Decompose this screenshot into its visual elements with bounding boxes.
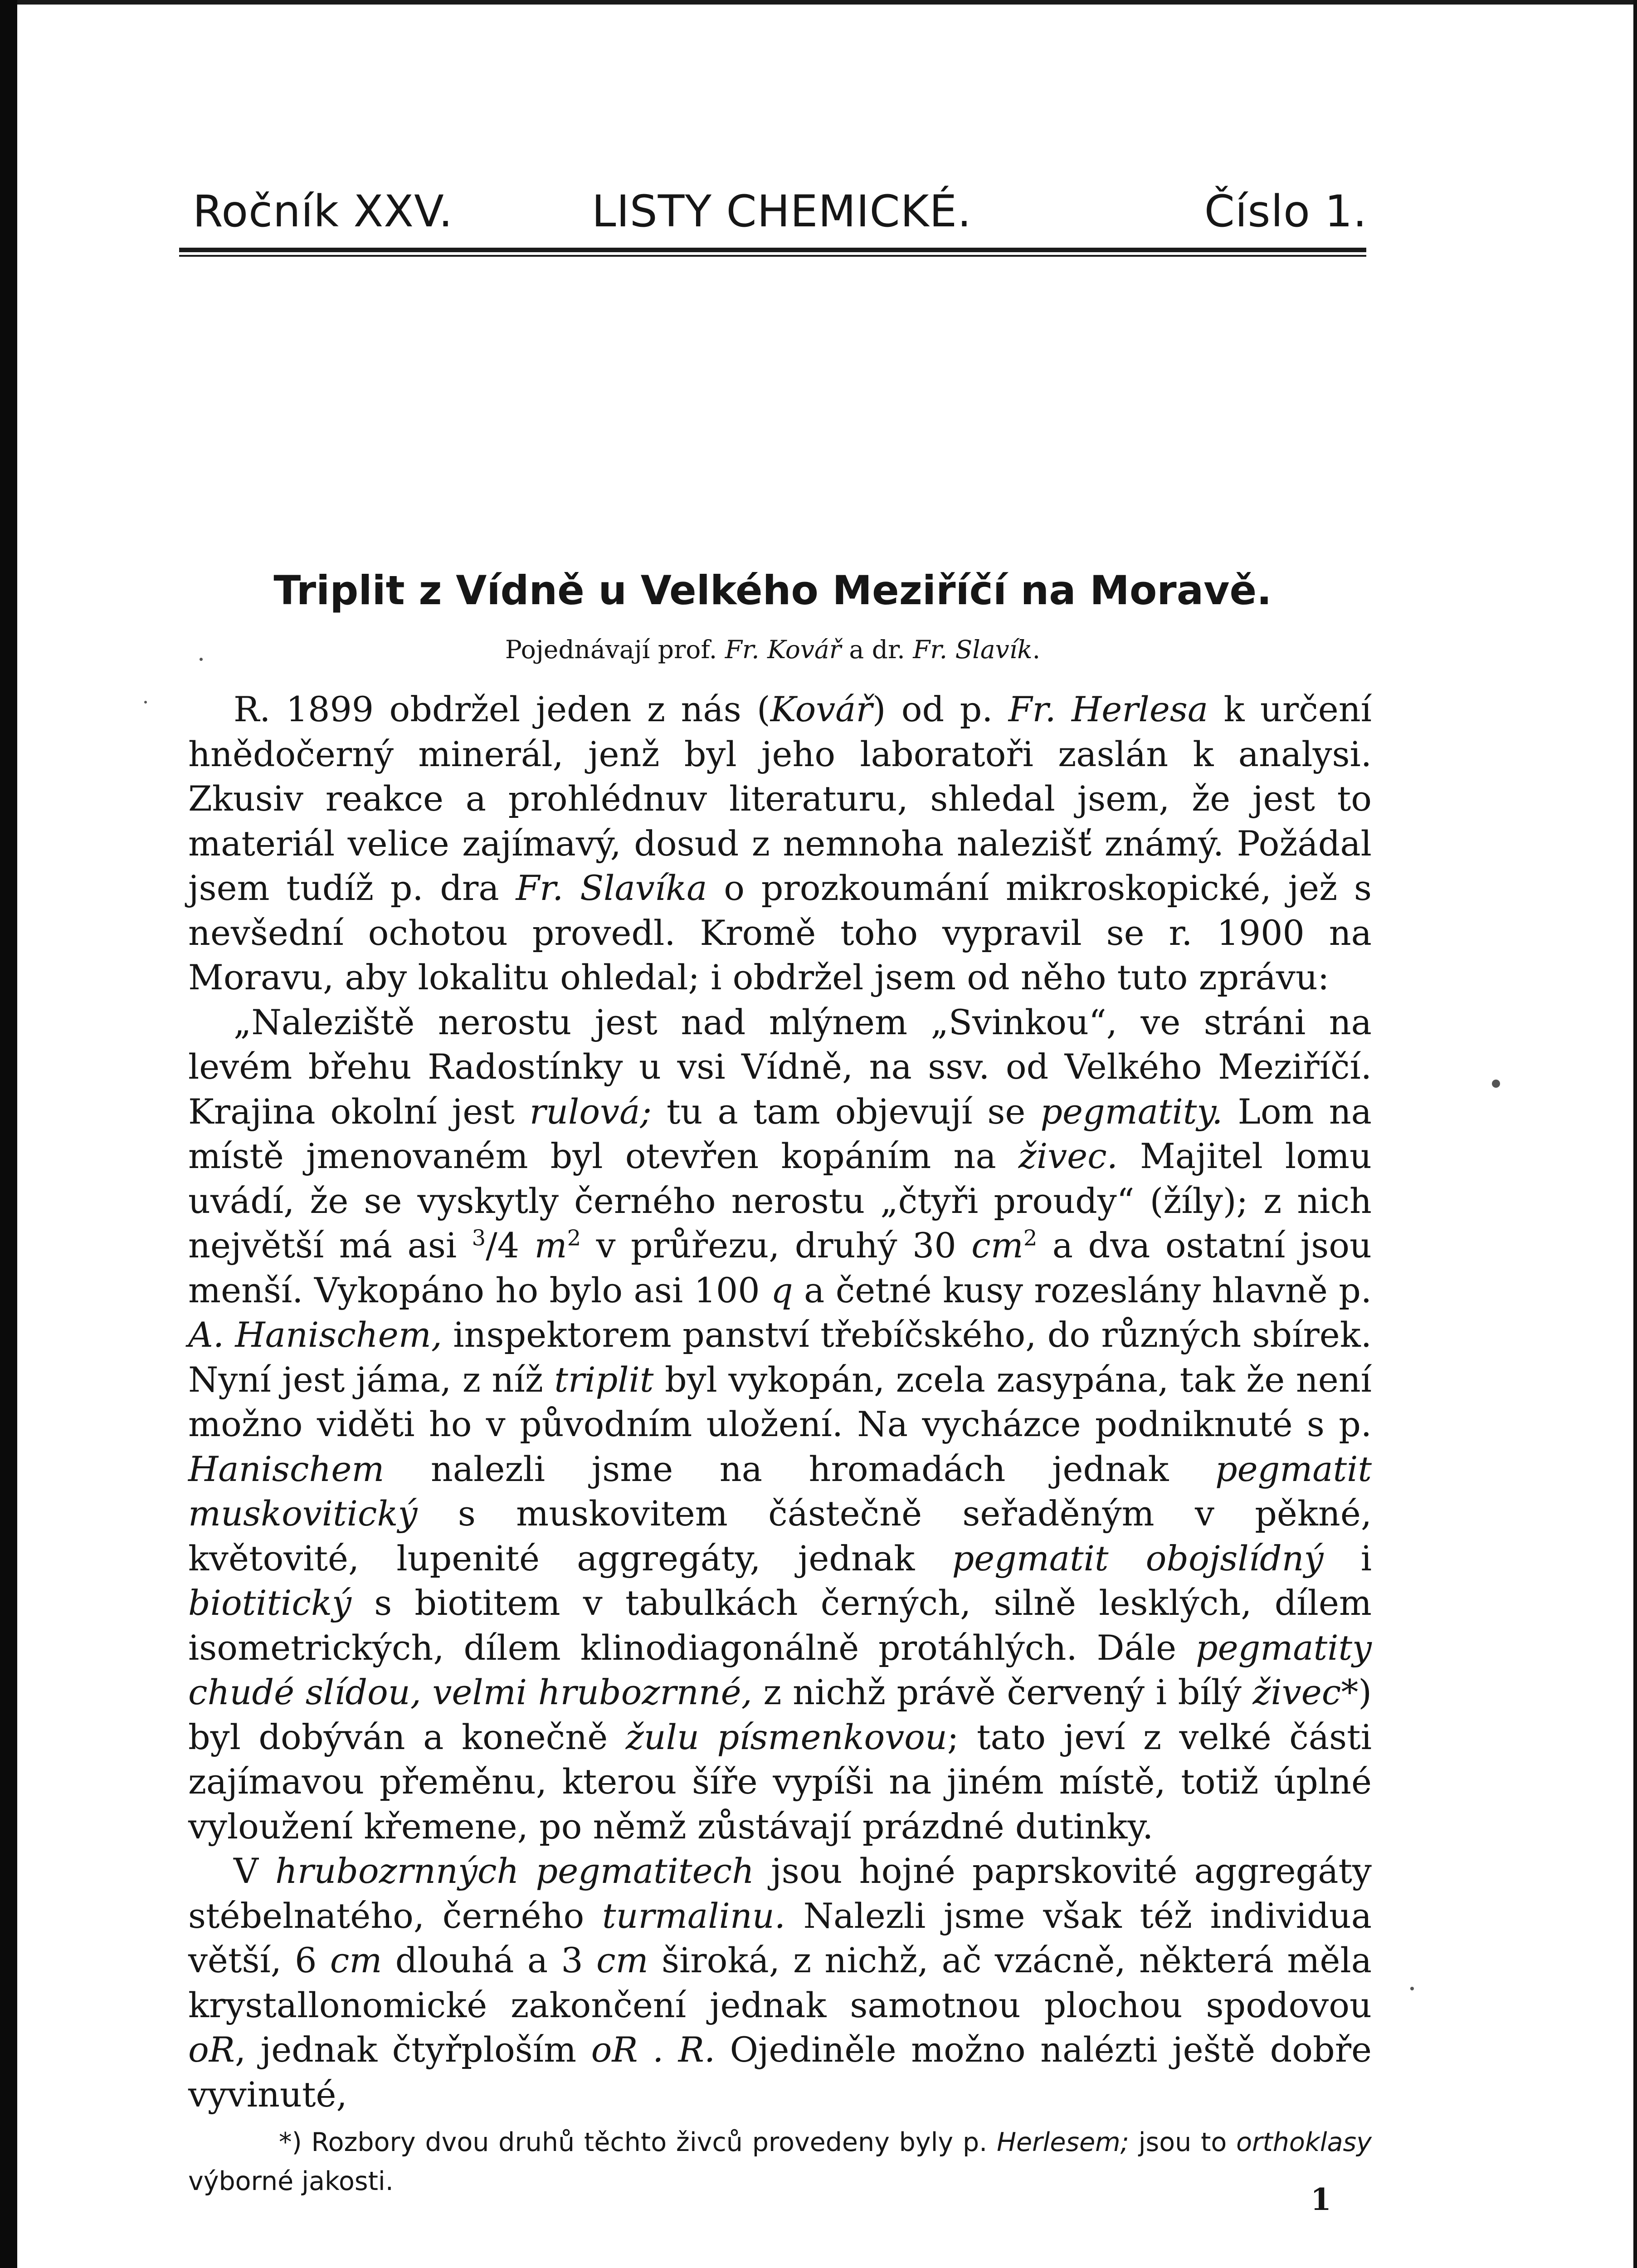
- text-run: inspektorem panství třebíčského, do různých sbírek. Nyní jest jáma, z níž: [188, 1315, 1372, 1400]
- scan-edge-left: [0, 0, 17, 2268]
- text-run: jsou to: [1129, 2127, 1237, 2157]
- article-body: [188, 687, 1372, 2117]
- text-run: ; tato jeví z velké části zajímavou přeměnu, kterou šíře vypíši na jiném místě, totiž úplné vyloužení křemene, po němž zůstávají prázdné dutinky.: [188, 1716, 1372, 1847]
- text-run: o prozkoumání mikroskopické, jež s nevšední ochotou provedl. Kromě toho vypravil se r. 1900 na Moravu, aby lokalitu ohledal; i obdržel jsem od něho tuto zprávu:: [188, 868, 1372, 997]
- italic-run: pegmatit muskovitický: [188, 1448, 1372, 1534]
- scan-speck: [1410, 1987, 1414, 1990]
- text-run: v průřezu, druhý 30: [581, 1225, 972, 1266]
- header-rule-thin: [179, 255, 1366, 257]
- page-number: 1: [1311, 2182, 1331, 2217]
- text-run: a dva ostatní jsou menší. Vykopáno ho bylo asi 100: [188, 1225, 1372, 1310]
- text-run: jsou hojné paprskovité aggregáty stébelnatého, černého: [188, 1851, 1372, 1936]
- text-run: *) Rozbory dvou druhů těchto živců provedeny byly p.: [279, 2127, 997, 2157]
- body-paragraph: [188, 687, 1372, 1000]
- italic-run: Herlesem;: [997, 2127, 1129, 2157]
- header-volume: Ročník XXV.: [193, 186, 453, 237]
- italic-run: A. Hanischem,: [188, 1315, 442, 1355]
- text-run: , jednak čtyřploším: [234, 2029, 591, 2070]
- italic-run: Fr. Slavíka: [516, 868, 707, 908]
- text-run: s biotitem v tabulkách černých, silně lesklých, dílem isometrických, dílem klinodiagonálně protáhlých. Dále: [188, 1583, 1372, 1668]
- italic-run: pegmatit obojslídný: [952, 1538, 1324, 1579]
- italic-run: živec: [1252, 1672, 1341, 1712]
- italic-run: cm: [596, 1940, 648, 1980]
- byline-author-1: Fr. Kovář: [725, 635, 842, 664]
- italic-run: oR: [188, 2029, 235, 2070]
- superscript: 3: [472, 1225, 486, 1251]
- header-journal-title: LISTY CHEMICKÉ.: [592, 186, 972, 237]
- byline-prefix: Pojednávají prof.: [505, 635, 725, 664]
- text-run: výborné jakosti.: [188, 2166, 394, 2196]
- scan-speck: [144, 701, 147, 704]
- italic-run: hrubozrnných pegmatitech: [275, 1851, 755, 1891]
- text-run: široká, z nichž, ač vzácně, některá měla krystallonomické zakončení jednak samotnou plochou spodovou: [188, 1940, 1372, 2025]
- article-byline: [179, 635, 1366, 664]
- italic-run: živec.: [1018, 1136, 1118, 1176]
- byline-suffix: .: [1032, 635, 1041, 664]
- italic-run: cm: [971, 1225, 1023, 1266]
- article-title: Triplit z Vídně u Velkého Meziříčí na Moravě.: [273, 567, 1272, 614]
- italic-run: pegmatity.: [1040, 1091, 1223, 1132]
- italic-run: turmalinu.: [602, 1895, 785, 1936]
- italic-run: triplit: [554, 1359, 654, 1400]
- running-header: [193, 186, 1367, 254]
- italic-run: rulová;: [529, 1091, 652, 1132]
- scan-speck: [1492, 1080, 1500, 1088]
- footnote-text: [188, 2123, 1372, 2201]
- text-run: /4: [486, 1225, 535, 1266]
- italic-run: Kovář: [770, 689, 872, 729]
- byline-author-2: Fr. Slavík: [913, 635, 1033, 664]
- italic-run: cm: [330, 1940, 382, 1980]
- text-run: R. 1899 obdržel jeden z nás (: [234, 689, 770, 729]
- italic-run: Hanischem: [188, 1448, 385, 1489]
- text-run: Lom na místě jmenovaném byl otevřen kopáním na: [188, 1091, 1372, 1176]
- text-run: *) byl dobýván a konečně: [188, 1672, 1372, 1757]
- superscript: 2: [567, 1225, 581, 1251]
- text-run: nalezli jsme na hromadách jednak: [384, 1448, 1215, 1489]
- body-paragraph: [188, 1000, 1372, 1849]
- header-issue-number: Číslo 1.: [1204, 186, 1367, 237]
- italic-run: Fr. Herlesa: [1008, 689, 1208, 729]
- body-paragraph: [188, 1849, 1372, 2117]
- italic-run: m: [534, 1225, 567, 1266]
- footnote: [188, 2123, 1372, 2201]
- italic-run: pegmatity chudé slídou, velmi hrubozrnné,: [188, 1627, 1372, 1712]
- text-run: „Naleziště nerostu jest nad mlýnem „Svinkou“, ve stráni na levém břehu Radostínky u vsi Vídně, na ssv. od Velkého Meziříčí. Krajina okolní jest: [188, 1002, 1372, 1132]
- superscript: 2: [1023, 1225, 1038, 1251]
- italic-run: žulu písmenkovou: [625, 1716, 947, 1757]
- scan-speck: [200, 658, 203, 661]
- text-run: z nichž právě červený i bílý: [752, 1672, 1253, 1712]
- header-rule-thick: [179, 248, 1366, 252]
- scan-edge-right: [1633, 0, 1637, 2268]
- text-run: byl vykopán, zcela zasypána, tak že není možno viděti ho v původním uložení. Na vycházce podniknuté s p.: [188, 1359, 1372, 1444]
- text-run: k určení hnědočerný minerál, jenž byl jeho laboratoři zaslán k analysi. Zkusiv reakce a prohlédnuv literaturu, shledal jsem, že jest to materiál velice zajímavý, dosud z nemnoha nalezišť známý. Požádal jsem tudíž p. dra: [188, 689, 1372, 908]
- italic-run: orthoklasy: [1236, 2127, 1372, 2157]
- italic-run: biotitický: [188, 1583, 351, 1623]
- byline-mid: a dr.: [841, 635, 913, 664]
- text-run: V: [234, 1851, 276, 1891]
- text-run: Ojediněle možno nalézti ještě dobře vyvinuté,: [188, 2029, 1372, 2115]
- text-run: dlouhá a 3: [382, 1940, 597, 1980]
- text-run: tu a tam objevují se: [651, 1091, 1041, 1132]
- text-run: Nalezli jsme však též individua větší, 6: [188, 1895, 1372, 1980]
- italic-run: oR . R.: [591, 2029, 716, 2070]
- text-run: ) od p.: [872, 689, 1009, 729]
- scan-edge-top: [0, 0, 1637, 5]
- text-run: i: [1323, 1538, 1372, 1579]
- text-run: a četné kusy rozeslány hlavně p.: [793, 1270, 1372, 1310]
- text-run: s muskovitem částečně seřaděným v pěkné, květovité, lupenité aggregáty, jednak: [188, 1493, 1372, 1579]
- text-run: Majitel lomu uvádí, že se vyskytly černého nerostu „čtyři proudy“ (žíly); z nich největší má asi: [188, 1136, 1372, 1266]
- italic-run: q: [770, 1270, 793, 1310]
